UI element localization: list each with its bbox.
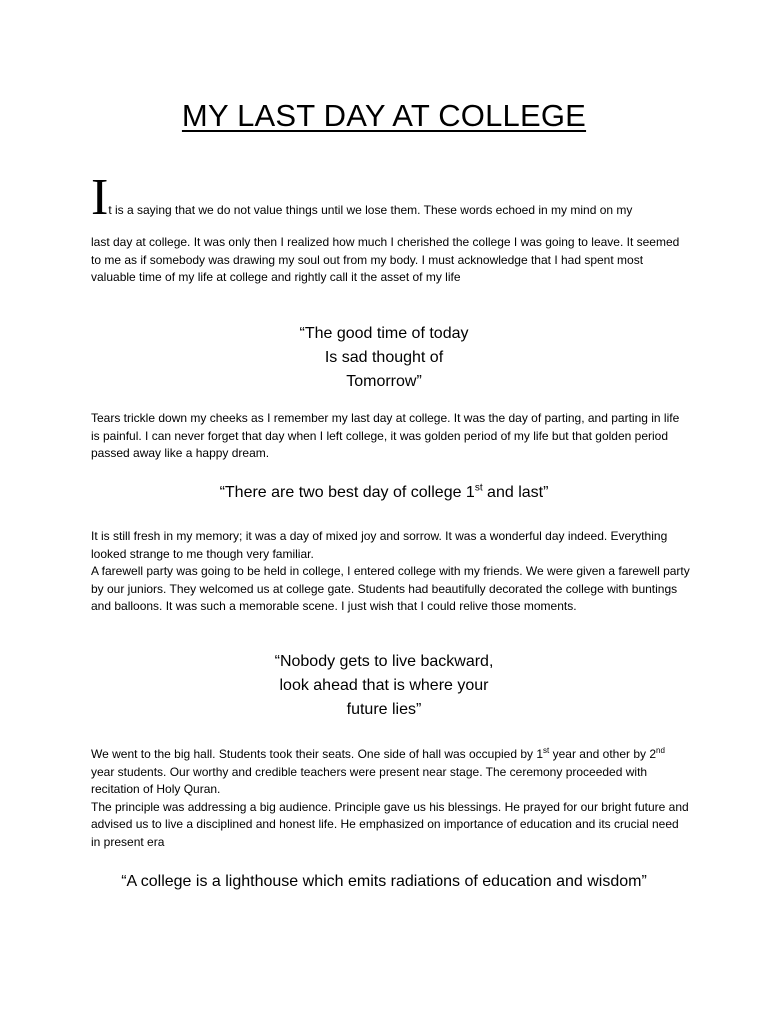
quote-best-day: [0, 481, 768, 505]
quote-lighthouse: “A college is a lighthouse which emits radiations of education and wisdom”: [121, 873, 647, 890]
hall-text-a: We went to the big hall. Students took their seats. One side of hall was occupied by 1: [91, 747, 544, 761]
intro-first-line-text: t is a saying that we do not value things until we lose them. These words echoed in my mind on my: [108, 203, 633, 217]
quote-line: Tomorrow”: [346, 373, 422, 390]
farewell-text: A farewell party was going to be held in college, I entered college with my friends. We were given a farewell party by our juniors. They welcomed us at college gate. Students had beautifully decorated the college with buntings and balloons. It was such a memorable scene. I just wish that I could relive those moments.: [91, 564, 690, 613]
quote-line: “Nobody gets to live backward,: [274, 653, 494, 670]
hall-text-b: year and other by: [549, 747, 647, 761]
quote-nobody: [0, 650, 768, 722]
quote-good-time: [0, 322, 768, 394]
superscript: st: [543, 746, 550, 755]
quote-line: Is sad thought of: [324, 349, 444, 366]
intro-first-line: [91, 169, 691, 226]
hall-text-d: year students. Our worthy and credible teachers were present near stage. The ceremony proceeded with recitation of Holy Quran.: [91, 764, 648, 796]
memory-paragraph: [91, 528, 691, 616]
principle-text: The principle was addressing a big audience. Principle gave us his blessings. He prayed for our bright future and advised us to live a disciplined and honest life. He emphasized on importance of education and its crucial need in present era: [91, 799, 689, 849]
quote-line: “The good time of today: [299, 325, 469, 342]
superscript: st: [474, 482, 483, 494]
superscript: nd: [656, 746, 665, 755]
quote-text: and last”: [482, 484, 549, 501]
intro-paragraph: last day at college. It was only then I realized how much I cherished the college I was going to leave. It seemed to me as if somebody was drawing my soul out from my body. I must acknowledge that I had spent most valuable time of my life at college and rightly call it the asset of my life: [91, 235, 680, 284]
hall-text-c: 2: [649, 747, 657, 761]
drop-cap: I: [91, 169, 109, 226]
quote-line: future lies”: [346, 701, 422, 718]
tears-paragraph: Tears trickle down my cheeks as I remember my last day at college. It was the day of parting, and parting in life is painful. I can never forget that day when I left college, it was golden period of my life but that golden period passed away like a happy dream.: [91, 411, 680, 460]
hall-text: [91, 746, 691, 799]
memory-text: It is still fresh in my memory; it was a day of mixed joy and sorrow. It was a wonderful day indeed. Everything looked strange to me though very familiar.: [91, 529, 668, 561]
page-title: MY LAST DAY AT COLLEGE: [181, 98, 587, 133]
hall-paragraph: [91, 746, 691, 851]
quote-line: look ahead that is where your: [279, 677, 489, 694]
quote-text: “There are two best day of college 1: [219, 484, 475, 501]
